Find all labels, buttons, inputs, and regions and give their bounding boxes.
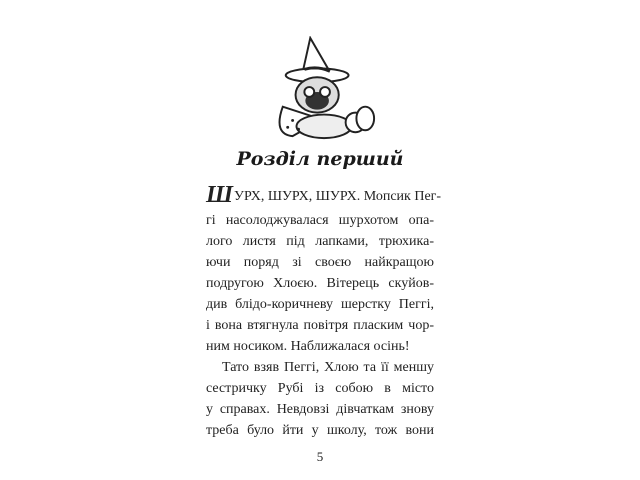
drop-cap: Ш	[206, 182, 234, 208]
text-line: і вона втягнула повітря пласким чор-	[206, 318, 434, 333]
text-line: гі насолоджувалася шурхотом опа-	[206, 213, 434, 228]
text-line: Тато взяв Пеггі, Хлою та її меншу	[222, 360, 434, 375]
text-line: у справах. Невдовзі дівчаткам знову	[206, 402, 434, 417]
body-text	[206, 180, 442, 441]
text-line: ним носиком. Наближалася осінь!	[206, 339, 410, 354]
chapter-title: Розділ перший	[236, 148, 404, 170]
text-line: ючи поряд зі своєю найкращою	[206, 255, 434, 270]
text-line: лого листя під лапками, трюхика-	[206, 234, 434, 249]
text-line: подругою Хлоєю. Вітерець скуйов-	[206, 276, 434, 291]
page-number: 5	[316, 449, 324, 464]
first-text-line	[206, 180, 442, 210]
text-span: УРХ, ШУРХ, ШУРХ. Мопсик Пег-	[234, 189, 442, 204]
text-line: сестричку Рубі із собою в місто	[206, 381, 434, 396]
text-line: див блідо-коричневу шерстку Пеггі,	[206, 297, 434, 312]
text-line: треба було йти у школу, тож вони	[206, 423, 434, 438]
pug-witch-illustration	[262, 36, 388, 144]
